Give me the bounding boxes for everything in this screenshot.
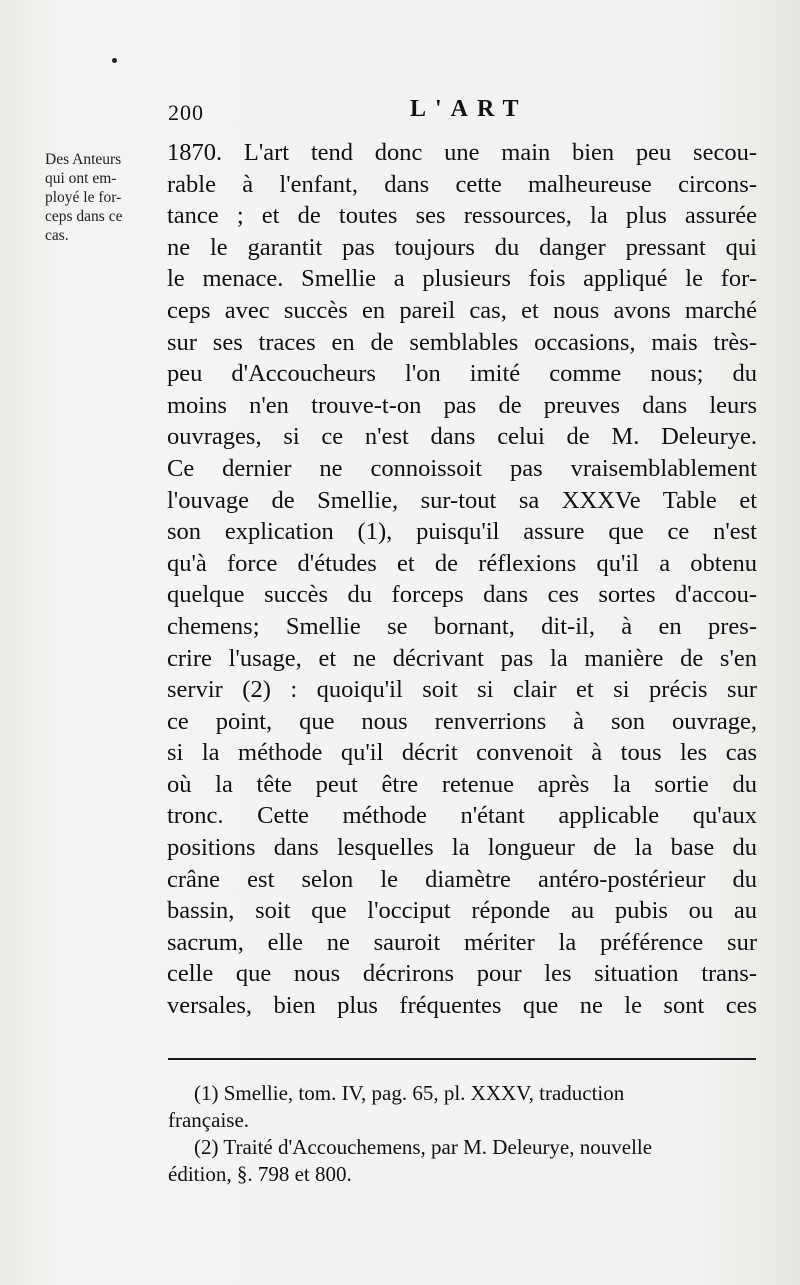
margin-note-line: ceps dans ce: [45, 208, 123, 225]
text-line: si la méthode qu'il décrit convenoit à tous les cas: [167, 739, 757, 767]
footnote-1: (1) Smellie, tom. IV, pag. 65, pl. XXXV, traduction: [194, 1081, 625, 1105]
text-line: 1870. L'art tend donc une main bien peu secou-: [167, 139, 757, 166]
text-line: ce point, que nous renverrions à son ouvrage,: [167, 707, 757, 735]
running-title: L'ART: [410, 96, 528, 122]
text-line: Ce dernier ne connoissoit pas vraisemblablement: [167, 454, 757, 482]
text-line: celle que nous décrirons pour les situation trans-: [167, 960, 757, 988]
text-line: crâne est selon le diamètre antéro-postérieur du: [167, 865, 757, 893]
text-line: tronc. Cette méthode n'étant applicable qu'aux: [167, 802, 757, 830]
margin-note-line: cas.: [45, 227, 69, 244]
text-line: sur ses traces en de semblables occasions, mais très-: [167, 328, 757, 356]
page-number: 200: [168, 100, 204, 125]
text-line: son explication (1), puisqu'il assure que ce n'est: [167, 518, 757, 546]
text-line: tance ; et de toutes ses ressources, la plus assurée: [167, 202, 757, 230]
margin-note-line: ployé le for-: [45, 189, 122, 206]
text-line: moins n'en trouve-t-on pas de preuves dans leurs: [167, 391, 757, 419]
ink-speck: [112, 58, 117, 63]
margin-note-line: qui ont em-: [45, 170, 117, 187]
text-line: ne le garantit pas toujours du danger pressant qui: [167, 233, 757, 261]
text-line: bassin, soit que l'occiput réponde au pubis ou au: [167, 897, 757, 925]
text-line: peu d'Accoucheurs l'on imité comme nous; du: [167, 360, 757, 388]
footnote-rule: [168, 1058, 756, 1060]
body-text: [167, 137, 757, 1022]
text-line: sacrum, elle ne sauroit mériter la préférence sur: [167, 928, 757, 956]
text-line: servir (2) : quoiqu'il soit si clair et si précis sur: [167, 676, 757, 704]
text-line: positions dans lesquelles la longueur de la base du: [167, 834, 757, 862]
text-line: qu'à force d'études et de réflexions qu'il a obtenu: [167, 549, 757, 577]
text-line: versales, bien plus fréquentes que ne le sont ces: [167, 992, 757, 1020]
footnotes: [168, 1080, 758, 1188]
text-line: le menace. Smellie a plusieurs fois appliqué le for-: [167, 265, 757, 293]
text-line: ouvrages, si ce n'est dans celui de M. Deleurye.: [167, 423, 757, 451]
text-line: chemens; Smellie se bornant, dit-il, à en pres-: [167, 612, 757, 640]
footnote-2: (2) Traité d'Accouchemens, par M. Deleurye, nouvelle: [194, 1135, 653, 1159]
footnote-1-continued: française.: [168, 1108, 250, 1132]
text-line: rable à l'enfant, dans cette malheureuse circons-: [167, 170, 757, 198]
text-line: ceps avec succès en pareil cas, et nous avons marché: [167, 296, 757, 324]
margin-note: [45, 150, 170, 245]
margin-note-line: Des Anteurs: [45, 151, 122, 168]
text-line: crire l'usage, et ne décrivant pas la manière de s'en: [167, 644, 757, 672]
text-line: l'ouvage de Smellie, sur-tout sa XXXVe Table et: [167, 486, 757, 514]
text-line: où la tête peut être retenue après la sortie du: [167, 770, 757, 798]
text-line: quelque succès du forceps dans ces sortes d'accou-: [167, 581, 757, 609]
footnote-2-continued: édition, §. 798 et 800.: [168, 1162, 352, 1186]
